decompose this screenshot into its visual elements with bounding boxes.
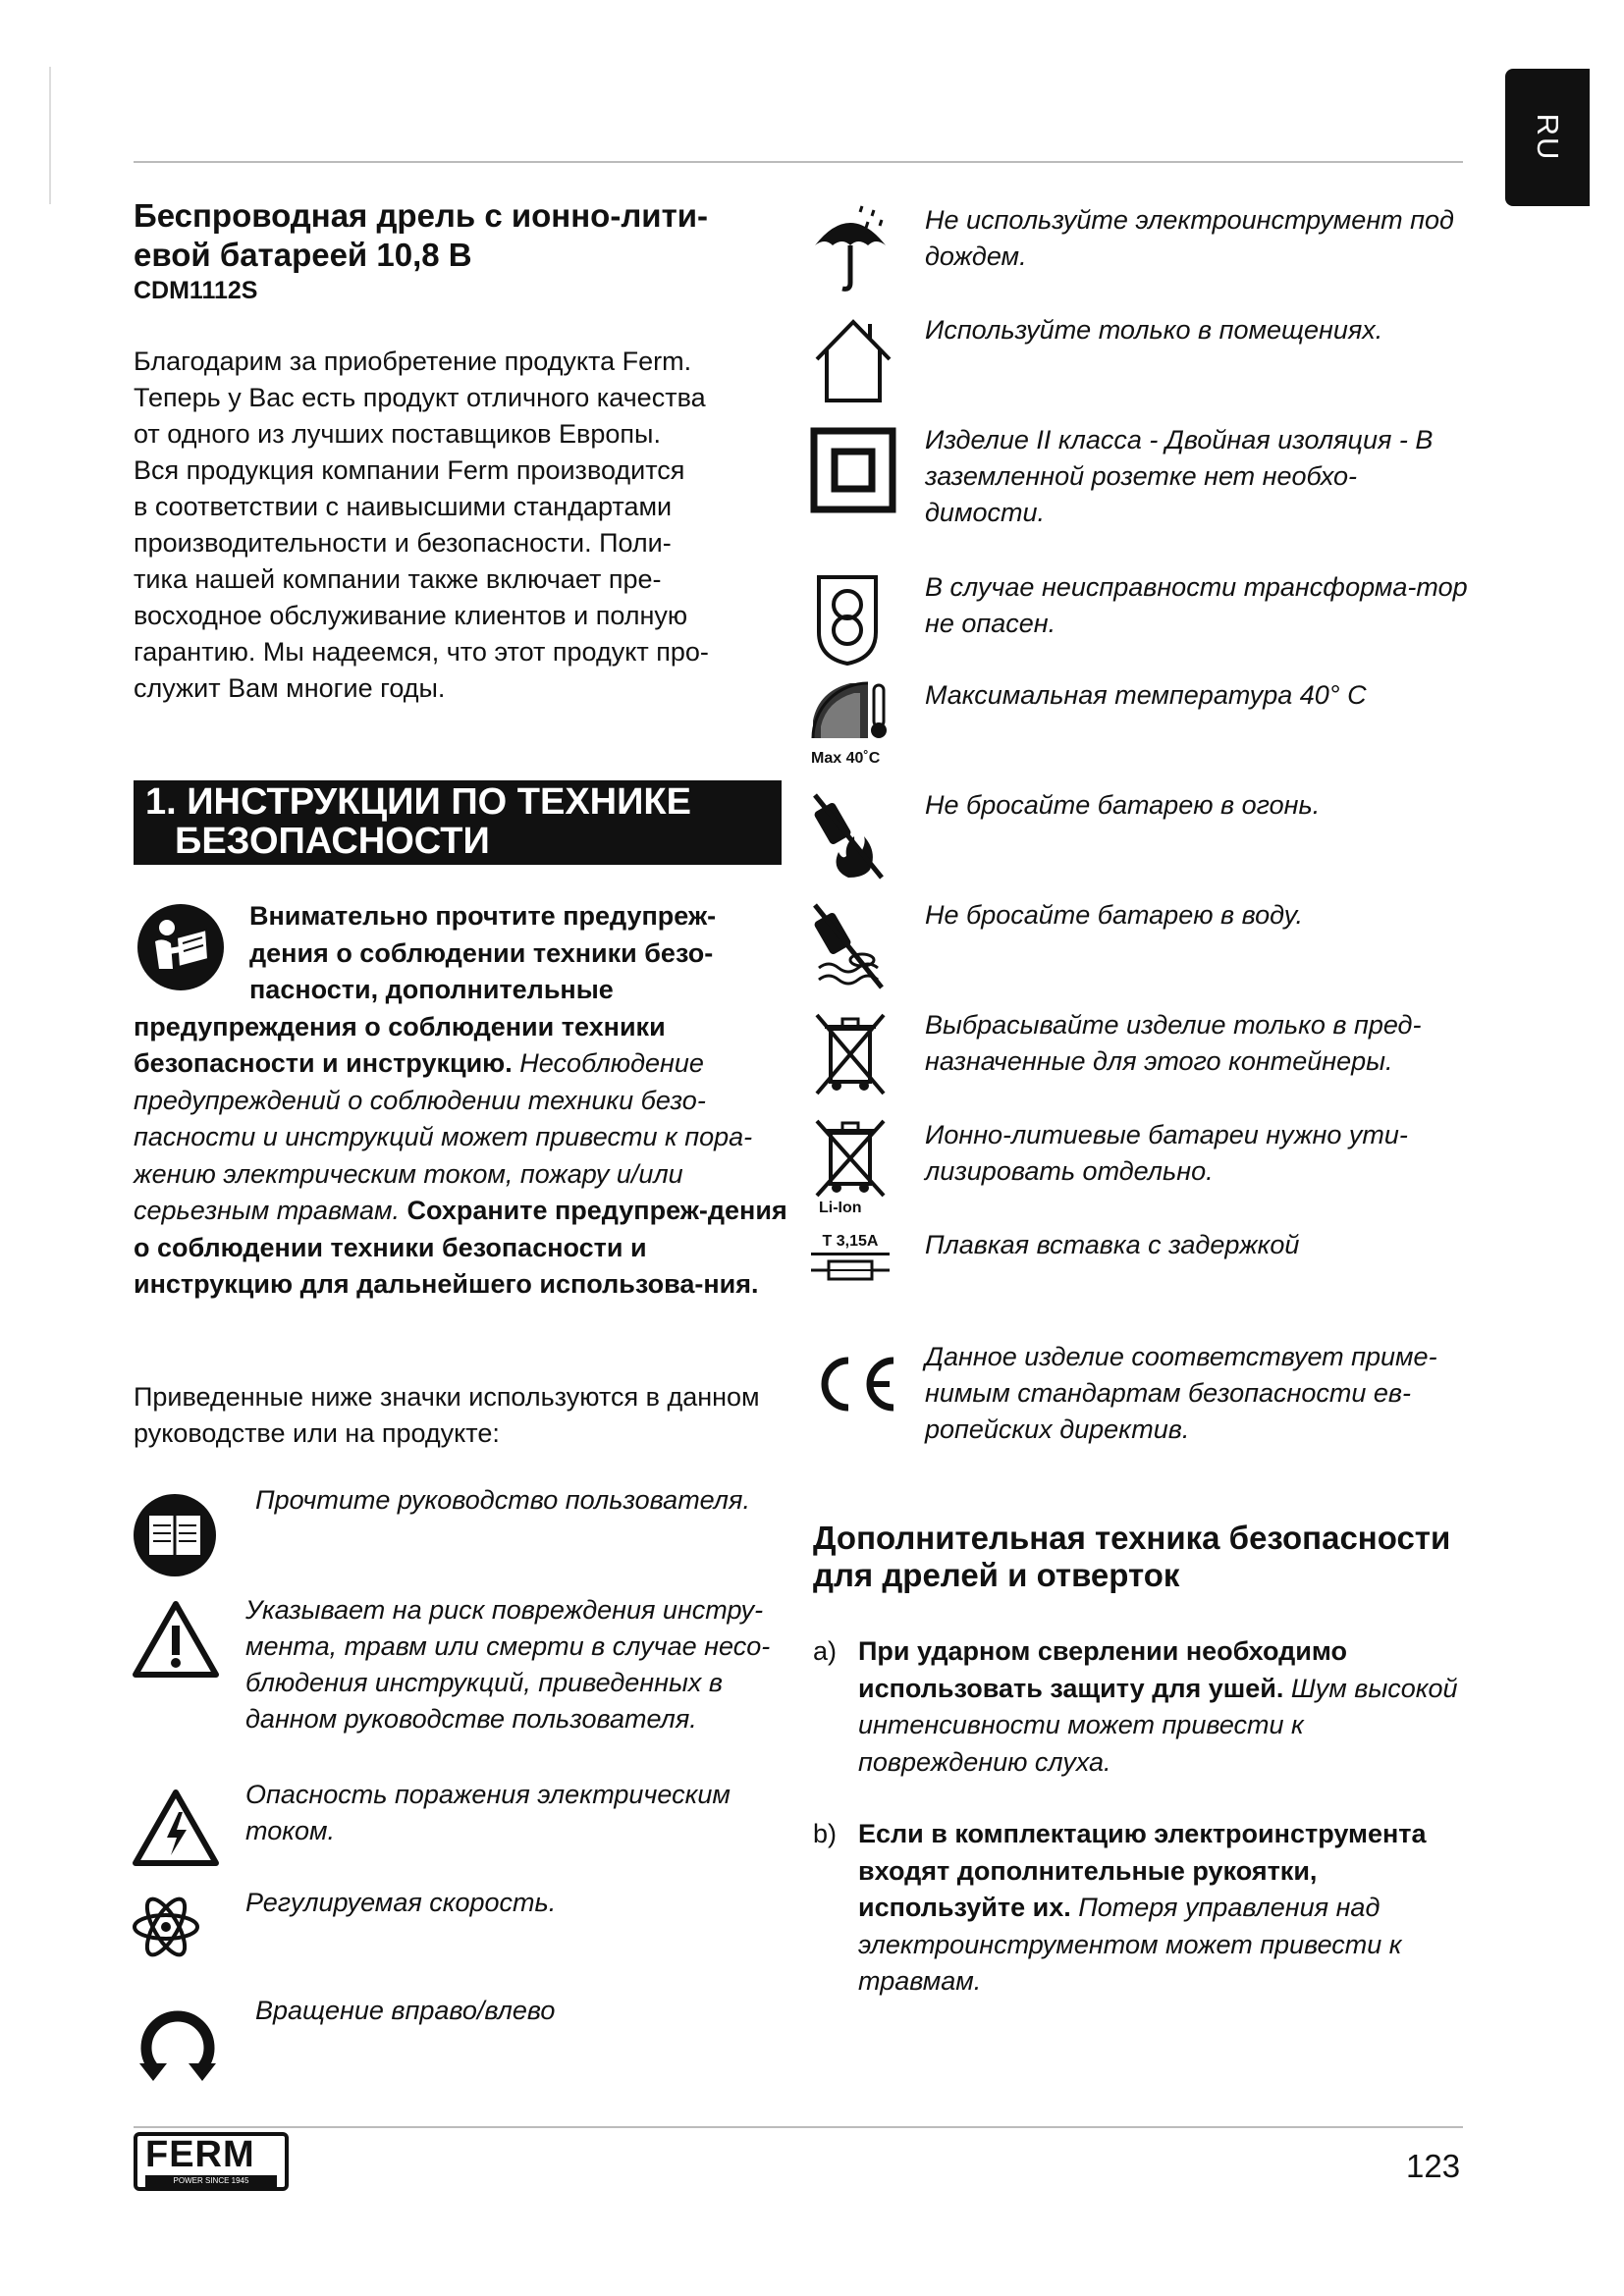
footer-rule xyxy=(134,2126,1463,2128)
symbol-text-weee: Выбрасывайте изделие только в пред-назначенные для этого контейнеры. xyxy=(925,1010,1422,1076)
safety-transformer-icon xyxy=(813,573,882,672)
symbol-text-indoor: Используйте только в помещениях. xyxy=(925,315,1383,345)
read-manual-icon xyxy=(132,1492,218,1583)
weee-bin-icon xyxy=(813,1011,888,1100)
read-manual-person-icon xyxy=(134,898,249,1008)
max-temperature-label: Max 40˚C xyxy=(811,750,881,767)
fuse-icon: T 3,15A xyxy=(811,1233,890,1290)
li-ion-label: Li-Ion xyxy=(819,1200,862,1216)
ferm-logo: FERM POWER SINCE 1945 xyxy=(134,2132,291,2193)
product-title: Беспроводная дрель с ионно-лити- евой батареей 10,8 В xyxy=(134,197,709,273)
ce-mark-icon xyxy=(811,1355,899,1418)
symbol-text-fire: Не бросайте батарею в огонь. xyxy=(925,790,1321,820)
rotation-icon xyxy=(134,1999,222,2088)
house-icon xyxy=(811,316,895,409)
symbol-text-water: Не бросайте батарею в воду. xyxy=(925,900,1303,930)
max-temperature-icon xyxy=(811,681,890,745)
section-heading: 1. ИНСТРУКЦИИ ПО ТЕХНИКЕ БЕЗОПАСНОСТИ xyxy=(134,780,782,865)
symbol-text-warning: Указывает на риск повреждения инстру-мента, травм или смерти в случае несо-блюдения инструкций, приведенных в данном руководстве пользователя. xyxy=(245,1595,771,1734)
intro-paragraph: Благодарим за приобретение продукта Ferm. Теперь у Вас есть продукт отличного качества от одного из лучших поставщиков Европы. Вся продукция компании Ferm производится в соответствии с наивысшими стандартами производительности и безопасности. Поли- тика нашей компании также включает пре- восходное обслуживание клиентов и полную гарантию. Мы надеемся, что этот продукт про- служит Вам многие годы. xyxy=(134,347,709,703)
warning-triangle-icon xyxy=(132,1600,220,1683)
li-ion-bin-icon xyxy=(813,1119,888,1202)
model-number: CDM1112S xyxy=(134,277,258,304)
page-number: 123 xyxy=(1406,2148,1461,2184)
no-fire-icon xyxy=(811,791,886,886)
list-item: a) При ударном сверлении необходимо использовать защиту для ушей. Шум высокой интенсивности может привести к повреждению слуха. xyxy=(813,1636,1458,1777)
umbrella-rain-icon xyxy=(811,204,890,299)
symbol-text-li-ion: Ионно-литиевые батареи нужно ути-лизировать отдельно. xyxy=(925,1120,1408,1186)
variable-speed-icon xyxy=(132,1893,200,1966)
language-tab: RU xyxy=(1505,69,1590,206)
symbol-text-fuse: Плавкая вставка с задержкой xyxy=(925,1230,1300,1259)
symbol-text-class2: Изделие II класса - Двойная изоляция - В заземленной розетке нет необхо-димости. xyxy=(925,425,1434,527)
symbols-intro: Приведенные ниже значки используются в данном руководстве или на продукте: xyxy=(134,1382,760,1448)
double-insulation-icon xyxy=(811,428,895,517)
symbol-text-rain: Не используйте электроинструмент под дождем. xyxy=(925,205,1454,271)
symbol-text-shock: Опасность поражения электрическим током. xyxy=(245,1780,731,1845)
subsection-title: Дополнительная техника безопасности для дрелей и отверток xyxy=(813,1520,1451,1593)
symbol-text-temperature: Максимальная температура 40° C xyxy=(925,680,1367,710)
symbol-text-speed: Регулируемая скорость. xyxy=(245,1888,557,1917)
no-water-icon xyxy=(811,901,886,996)
electric-shock-icon xyxy=(132,1789,220,1872)
symbol-text-read-manual: Прочтите руководство пользователя. xyxy=(255,1485,750,1515)
safety-warning-paragraph: Внимательно прочтите предупреж-дения о соблюдении техники безо-пасности, дополнительные предупреждения о соблюдении техники безопасности и инструкцию. Несоблюдение предупреждений о соблюдении техники безо-пасности и инструкций может привести к пора-жению электрическим током, пожару и/или серьезным травмам. Сохраните предупреж-дения о соблюдении техники безопасности и инструкцию для дальнейшего использова-ния. xyxy=(134,898,791,1304)
symbol-text-ce: Данное изделие соответствует приме-нимым стандартам безопасности ев-ропейских директив. xyxy=(925,1342,1437,1444)
symbol-text-transformer: В случае неисправности трансформа-тор не опасен. xyxy=(925,572,1468,638)
symbol-text-rotation: Вращение вправо/влево xyxy=(255,1996,556,2025)
crop-mark xyxy=(49,67,51,204)
header-rule xyxy=(134,161,1463,163)
list-item: b) Если в комплектацию электроинструмента входят дополнительные рукоятки, используйте их. Потеря управления над электроинструментом может привести к травмам. xyxy=(813,1819,1427,1996)
